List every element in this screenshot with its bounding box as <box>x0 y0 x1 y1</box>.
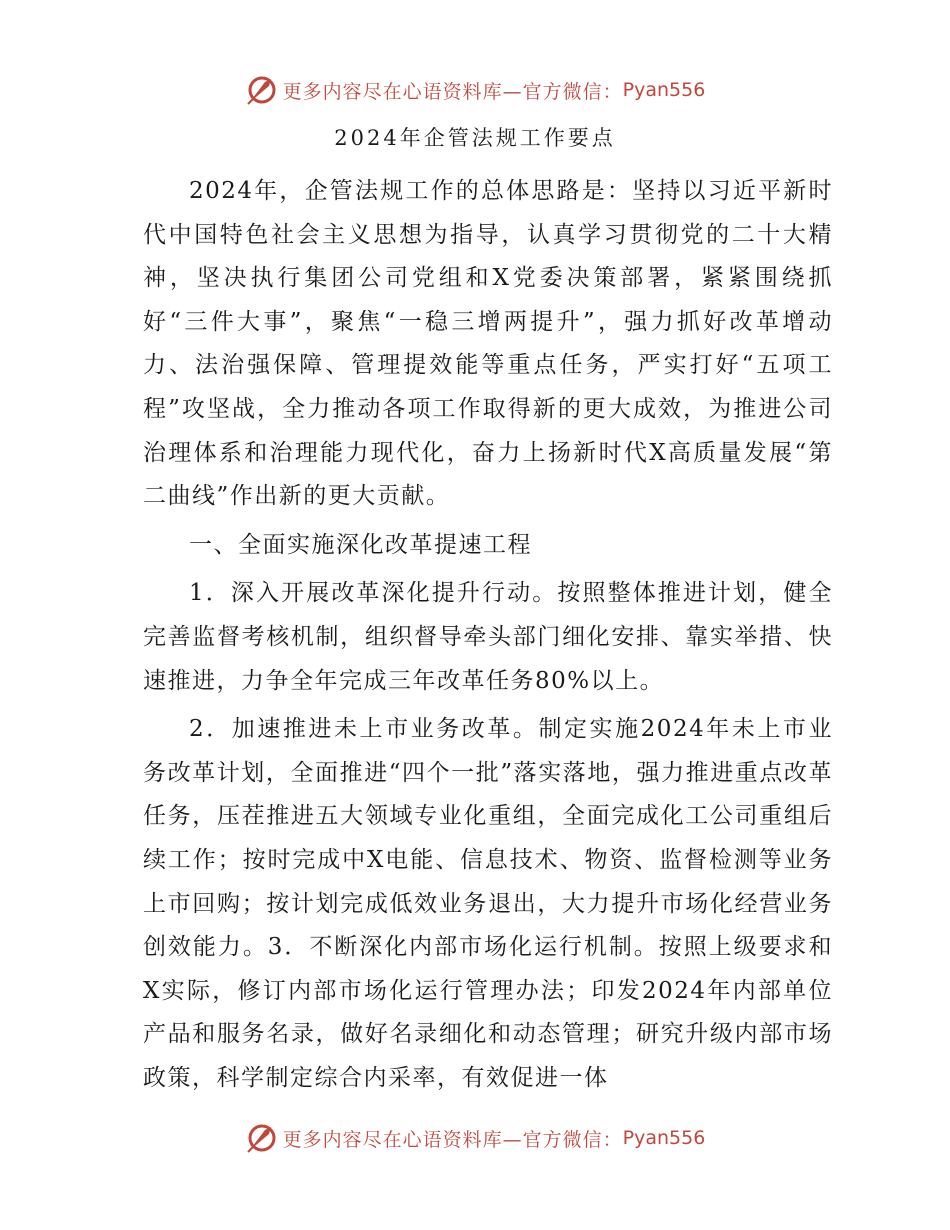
watermark-contact: Pyan556 <box>622 79 706 101</box>
watermark-text: 更多内容尽在心语资料库—官方微信： <box>282 80 623 103</box>
watermark-contact: Pyan556 <box>622 1127 706 1149</box>
item-paragraph-2: 2．加速推进未上市业务改革。制定实施2024年未上市业务改革计划，全面推进“四个一批”落实落地，强力推进重点改革任务，压茬推进五大领域专业化重组，全面完成化工公司重组后续工作；按时完成中X电能、信息技术、物资、监督检测等业务上市回购；按计划完成低效业务退出，大力提升市场化经营业务创效能力。3．不断深化内部市场化运行机制。按照上级要求和X实际，修订内部市场化运行管理办法；印发2024年内部单位产品和服务名录，做好名录细化和动态管理；研究升级内部市场政策，科学制定综合内采率，有效促进一体 <box>143 716 833 1091</box>
intro-paragraph: 2024年，企管法规工作的总体思路是：坚持以习近平新时代中国特色社会主义思想为指导，认真学习贯彻党的二十大精神，坚决执行集团公司党组和X党委决策部署，紧紧围绕抓好“三件大事”，聚焦“一稳三增两提升”，强力抓好改革增动力、法治强保障、管理提效能等重点任务，严实打好“五项工程”攻坚战，全力推动各项工作取得新的更大成效，为推进公司治理体系和治理能力现代化，奋力上扬新时代X高质量发展“第二曲线”作出新的更大贡献。 <box>143 178 833 510</box>
document-body <box>143 170 833 1105</box>
watermark-banner-bottom <box>0 1118 950 1158</box>
watermark-text: 更多内容尽在心语资料库—官方微信： <box>282 1128 623 1151</box>
section-heading-1: 一、全面实施深化改革提速工程 <box>189 531 532 558</box>
quill-pen-logo-icon <box>245 73 279 107</box>
watermark-banner-top <box>0 70 950 110</box>
document-title: 2024年企管法规工作要点 <box>334 126 616 150</box>
quill-pen-logo-icon <box>245 1121 279 1155</box>
item-paragraph-1: 1．深入开展改革深化提升行动。按照整体推进计划，健全完善监督考核机制，组织督导牵头部门细化安排、靠实举措、快速推进，力争全年完成三年改革任务80%以上。 <box>143 580 833 694</box>
